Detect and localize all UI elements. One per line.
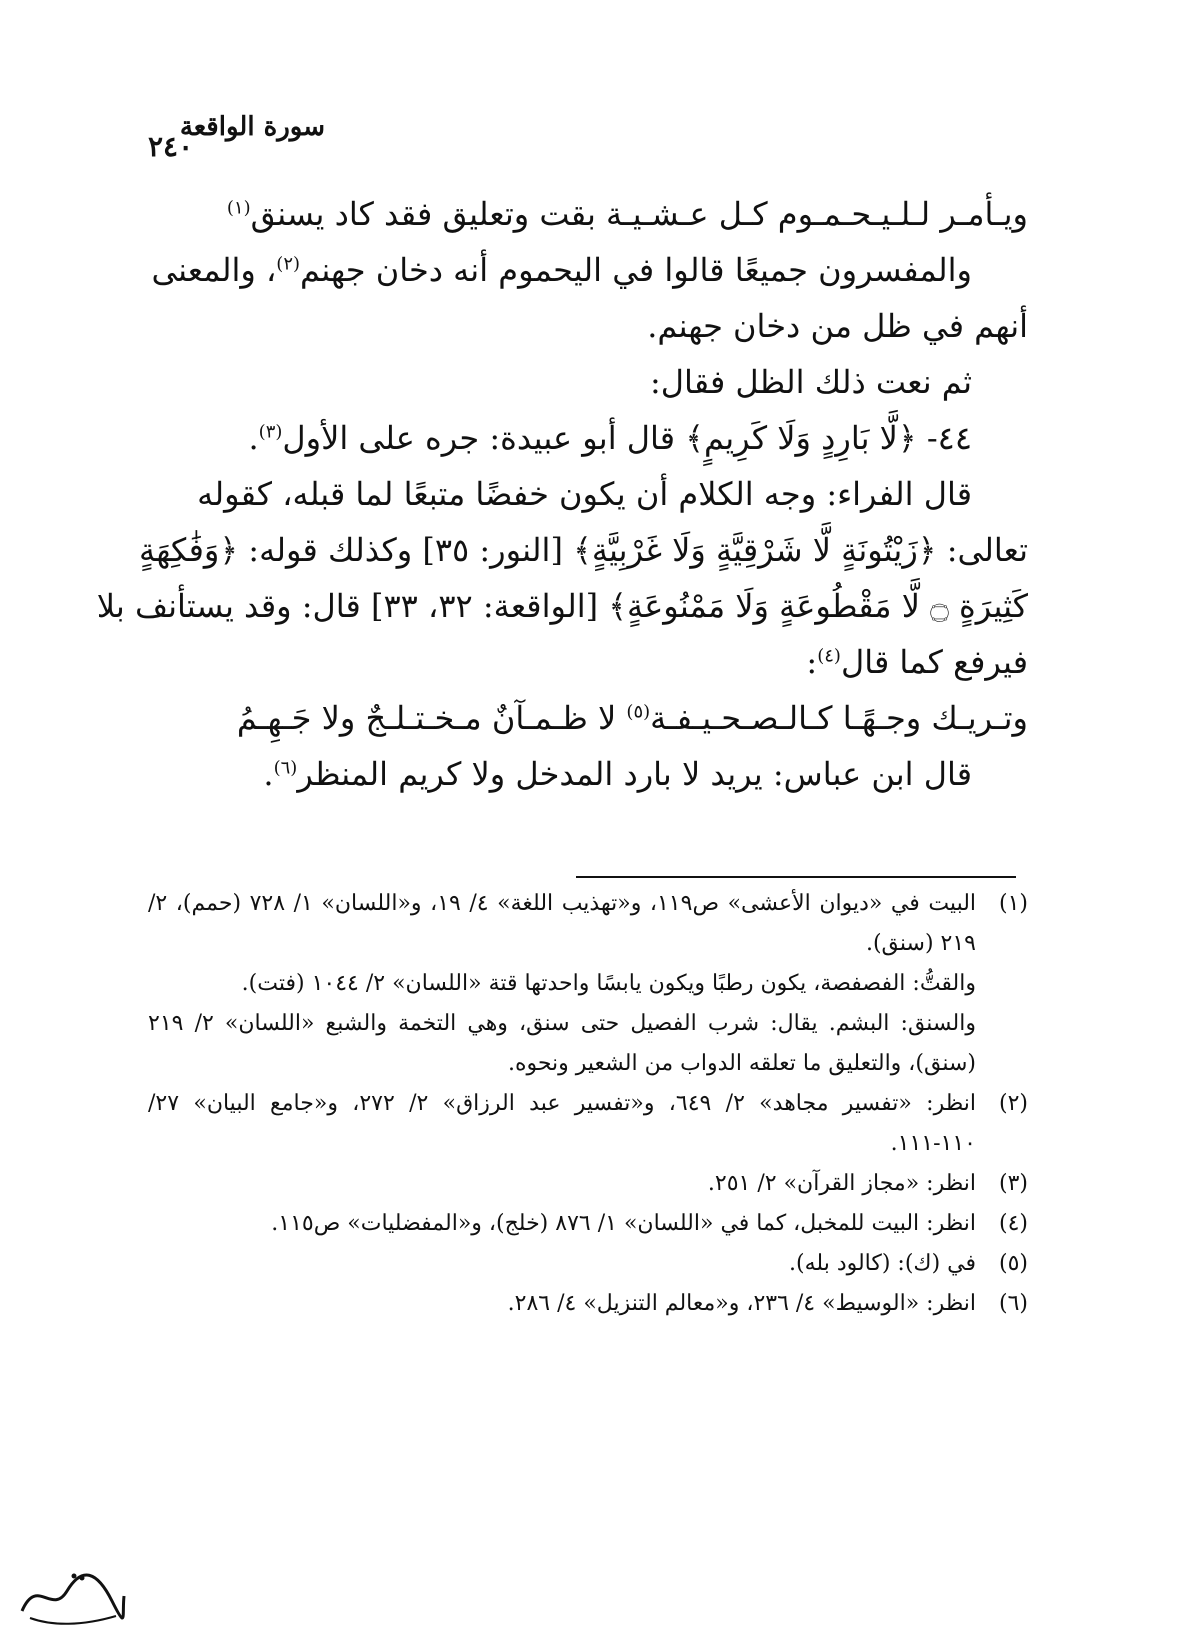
- footnote-ref-1[interactable]: (١): [226, 197, 251, 219]
- poetry-verse-2: [148, 690, 1028, 746]
- paragraph-4-line-2: تعالى: ﴿زَيْتُونَةٍ لَّا شَرْقِيَّةٍ وَلَا غَرْبِيَّةٍ﴾ [النور: ٣٥] وكذلك قوله: ﴿وَفَٰكِهَةٍ: [139, 531, 1028, 569]
- page-number: ٢٤٠: [148, 130, 194, 163]
- paragraph-4-line-3: كَثِيرَةٍ ۝ لَّا مَقْطُوعَةٍ وَلَا مَمْنُوعَةٍ﴾ [الواقعة: ٣٢، ٣٣] قال: وقد يستأنف بلا: [96, 587, 1028, 625]
- footnote-ref-3[interactable]: (٣): [258, 421, 283, 443]
- footnote-1: [148, 884, 1028, 1084]
- publisher-calligraphy-logo: [12, 1556, 132, 1636]
- footnote-4-number: (٤): [998, 1211, 1028, 1236]
- paragraph-2: ثم نعت ذلك الظل فقال:: [649, 363, 972, 401]
- footnote-ref-2[interactable]: (٢): [276, 253, 301, 275]
- verse-1-second-hemistich: بقت وتعليق فقد كاد يسنق$^{(١)}$: [226, 195, 596, 233]
- footnote-6-text: انظر: «الوسيط» ٤/ ٢٣٦، و«معالم التنزيل» ٤/ ٢٨٦.: [507, 1291, 976, 1316]
- footnote-6: [148, 1284, 1028, 1324]
- footnote-2: [148, 1084, 1028, 1164]
- paragraph-1-line-1: والمفسرون جميعًا قالوا في اليحموم أنه دخان جهنم$^{(٢)}$، والمعنى: [151, 251, 972, 289]
- verse-2-second-hemistich: ظـمـآنٌ مـخـتـلـجٌ ولا جَـهِـمُ: [236, 699, 588, 737]
- footnote-1-text-b: والقتُّ: الفصفصة، يكون رطبًا ويكون يابسًا واحدتها قتة «اللسان» ٢/ ١٠٤٤ (فتت).: [241, 971, 976, 996]
- verse-1-first-hemistich: ويـأمـر لـلـيـحـمـوم كـل عـشـيـة: [606, 195, 1028, 233]
- footnote-ref-5[interactable]: (٥): [626, 701, 651, 723]
- footnote-1-text-c: والسنق: البشم. يقال: شرب الفصيل حتى سنق، وهي التخمة والشبع «اللسان» ٢/ ٢١٩ (سنق)، والتعليق ما تعلقه الدواب من الشعير ونحوه.: [148, 1011, 976, 1076]
- footnote-5: [148, 1244, 1028, 1284]
- footnote-3-text: انظر: «مجاز القرآن» ٢/ ٢٥١.: [707, 1171, 976, 1196]
- footnote-1-text-a: البيت في «ديوان الأعشى» ص١١٩، و«تهذيب اللغة» ٤/ ١٩، و«اللسان» ١/ ٧٢٨ (حمم)، ٢/ ٢١٩ (سنق).: [148, 891, 977, 956]
- footnote-separator-line: [576, 876, 1016, 878]
- paragraph-4-line-4: فيرفع كما قال$^{(٤)}$:: [806, 643, 1028, 681]
- footnote-4-text: انظر: البيت للمخبل، كما في «اللسان» ١/ ٨٧٦ (خلج)، و«المفضليات» ص١١٥.: [271, 1211, 976, 1236]
- running-header-surah-title: سورة الواقعة: [179, 112, 325, 142]
- paragraph-5: قال ابن عباس: يريد لا بارد المدخل ولا كريم المنظر$^{(٦)}$.: [263, 755, 972, 793]
- footnote-ref-4[interactable]: (٤): [817, 645, 841, 667]
- verse-2-first-hemistich: وتـريـك وجـهًـا كـالـصـحـيـفـة$^{(٥)}$ لا: [597, 699, 1028, 737]
- footnote-4: [148, 1204, 1028, 1244]
- footnote-5-text: في (ك): (كالود بله).: [789, 1251, 976, 1276]
- paragraph-3-verse-44: ٤٤- ﴿لَّا بَارِدٍ وَلَا كَرِيمٍ﴾ قال أبو عبيدة: جره على الأول$^{(٣)}$.: [248, 419, 972, 457]
- footnote-1-number: (١): [998, 891, 1028, 916]
- footnote-2-number: (٢): [998, 1091, 1028, 1116]
- footnote-2-text: انظر: «تفسير مجاهد» ٢/ ٦٤٩، و«تفسير عبد الرزاق» ٢/ ٢٧٢، و«جامع البيان» ٢٧/ ١١٠-١١١.: [148, 1091, 977, 1156]
- footnote-ref-6[interactable]: (٦): [273, 757, 298, 779]
- poetry-verse-1: [148, 186, 1028, 242]
- footnote-3-number: (٣): [998, 1171, 1028, 1196]
- paragraph-1-line-2: أنهم في ظل من دخان جهنم.: [647, 307, 1028, 345]
- footnote-6-number: (٦): [998, 1291, 1028, 1316]
- footnote-3: [148, 1164, 1028, 1204]
- footnote-5-number: (٥): [998, 1251, 1028, 1276]
- paragraph-4-line-1: قال الفراء: وجه الكلام أن يكون خفضًا متبعًا لما قبله، كقوله: [197, 475, 972, 513]
- footnotes-section: [148, 884, 1028, 1324]
- main-text: [96, 186, 1028, 802]
